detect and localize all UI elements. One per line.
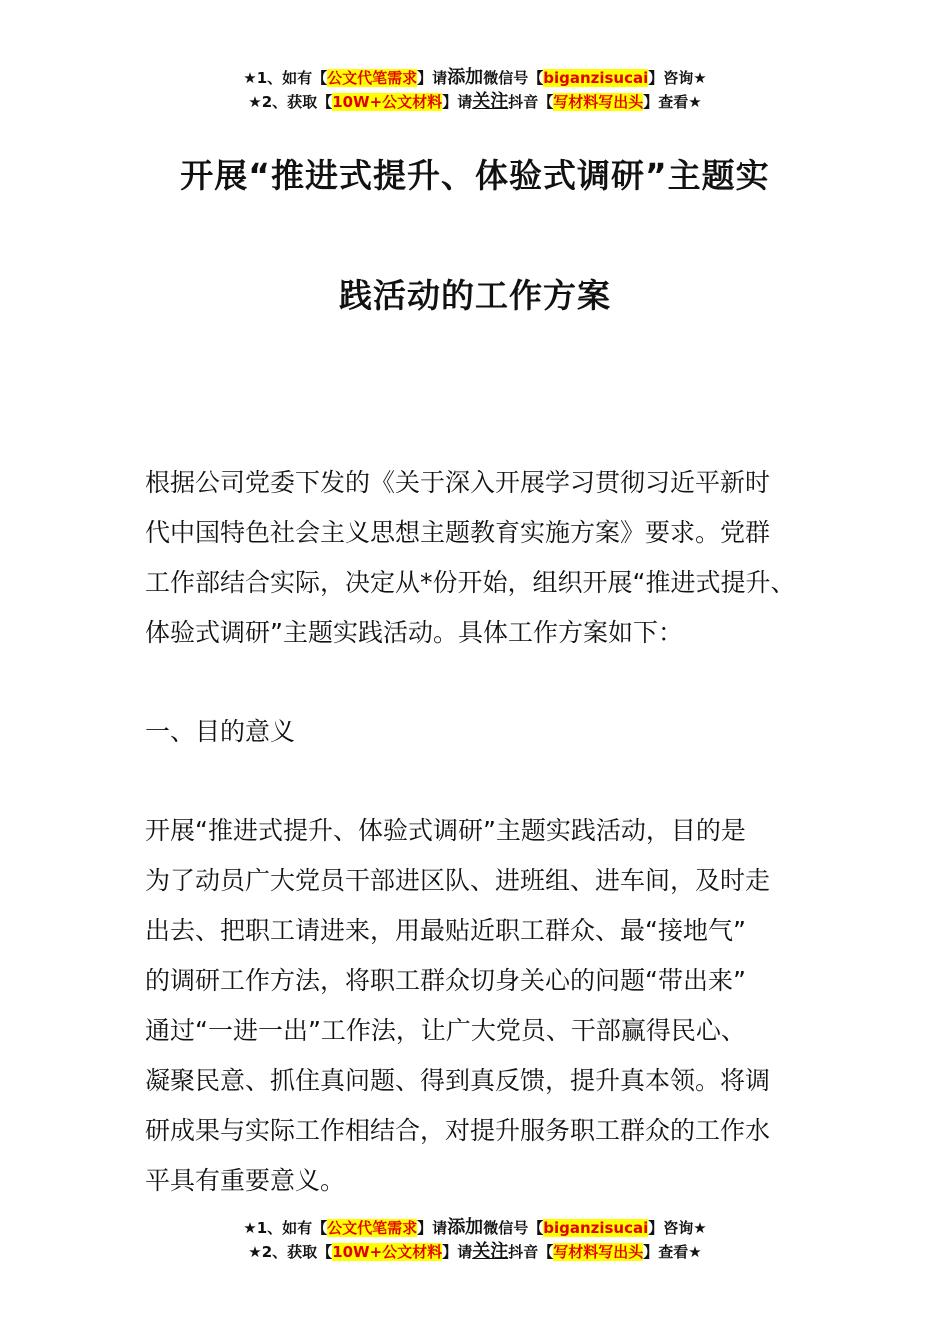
banner-text: ★2、获取【 [248, 1243, 333, 1261]
banner-highlight: biganzisucai [543, 1219, 649, 1237]
banner-text: 】请 [442, 93, 473, 111]
banner-text: 】咨询★ [648, 1219, 707, 1237]
banner-emphasis: 关注 [472, 91, 509, 112]
paragraph-line: 代中国特色社会主义思想主题教育实施方案》要求。党群 [145, 518, 771, 547]
section-heading: 一、目的意义 [145, 717, 296, 746]
purpose-paragraph [145, 806, 825, 1206]
banner-text: 抖音【 [508, 93, 554, 111]
footer-banner [0, 1216, 950, 1264]
paragraph-line: 体验式调研”主题实践活动。具体工作方案如下： [145, 618, 683, 647]
banner-highlight: 公文代笔需求 [327, 1219, 418, 1237]
paragraph-line: 为了动员广大党员干部进区队、进班组、进车间，及时走 [145, 866, 771, 895]
paragraph-line: 的调研工作方法，将职工群众切身关心的问题“带出来” [145, 966, 746, 995]
banner-highlight: biganzisucai [543, 69, 649, 87]
banner-line-2 [0, 90, 950, 114]
banner-text: 】请 [417, 1219, 448, 1237]
banner-highlight: 公文代笔需求 [327, 69, 418, 87]
banner-emphasis: 关注 [472, 1241, 509, 1262]
banner-highlight: 写材料写出头 [553, 1243, 644, 1261]
banner-text: 】咨询★ [648, 69, 707, 87]
banner-text: ★1、如有【 [243, 69, 328, 87]
banner-text: 】查看★ [643, 93, 702, 111]
banner-text: 】请 [417, 69, 448, 87]
banner-highlight: 10W+公文材料 [332, 93, 443, 111]
banner-text: ★2、获取【 [248, 93, 333, 111]
banner-text: 】请 [442, 1243, 473, 1261]
document-title-line-1: 开展“推进式提升、体验式调研”主题实 [180, 156, 770, 195]
paragraph-line: 研成果与实际工作相结合，对提升服务职工群众的工作水 [145, 1116, 771, 1145]
banner-line-1 [0, 1216, 950, 1240]
banner-line-1 [0, 66, 950, 90]
banner-highlight: 10W+公文材料 [332, 1243, 443, 1261]
paragraph-line: 通过“一进一出”工作法，让广大党员、干部赢得民心、 [145, 1016, 746, 1045]
intro-paragraph [145, 458, 825, 658]
paragraph-line: 开展“推进式提升、体验式调研”主题实践活动，目的是 [145, 816, 746, 845]
banner-text: 微信号【 [483, 69, 544, 87]
banner-text: 】查看★ [643, 1243, 702, 1261]
banner-line-2 [0, 1240, 950, 1264]
banner-emphasis: 添加 [447, 1217, 484, 1238]
banner-emphasis: 添加 [447, 67, 484, 88]
banner-text: 微信号【 [483, 1219, 544, 1237]
paragraph-line: 平具有重要意义。 [145, 1166, 346, 1195]
paragraph-line: 凝聚民意、抓住真问题、得到真反馈，提升真本领。将调 [145, 1066, 771, 1095]
banner-highlight: 写材料写出头 [553, 93, 644, 111]
banner-text: 抖音【 [508, 1243, 554, 1261]
paragraph-line: 工作部结合实际，决定从*份开始，组织开展“推进式提升、 [145, 568, 796, 597]
document-title-line-2: 践活动的工作方案 [339, 276, 611, 315]
header-banner [0, 66, 950, 114]
paragraph-line: 出去、把职工请进来，用最贴近职工群众、最“接地气” [145, 916, 746, 945]
paragraph-line: 根据公司党委下发的《关于深入开展学习贯彻习近平新时 [145, 468, 771, 497]
banner-text: ★1、如有【 [243, 1219, 328, 1237]
